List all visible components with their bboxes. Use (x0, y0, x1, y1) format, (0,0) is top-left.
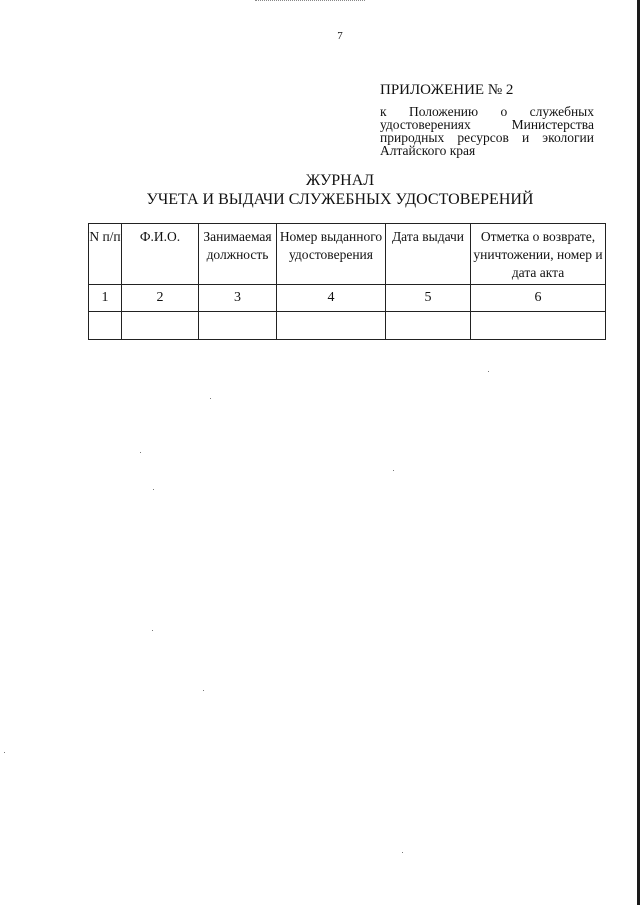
journal-subtitle: УЧЕТА И ВЫДАЧИ СЛУЖЕБНЫХ УДОСТОВЕРЕНИЙ (146, 191, 534, 208)
header-cell-return-note: Отметка о возврате, уничтожении, номер и дата акта (471, 224, 606, 285)
empty-cell (89, 312, 122, 340)
appendix-text: к Положению о служебных удостоверениях Министерства природных ресурсов и экологии Алтайского края (380, 104, 594, 158)
column-number-cell: 3 (199, 285, 277, 312)
header-cell-full-name: Ф.И.О. (122, 224, 199, 285)
column-number-cell: 1 (89, 285, 122, 312)
appendix-title: ПРИЛОЖЕНИЕ № 2 (380, 82, 514, 98)
scan-speck (140, 452, 141, 453)
scan-speck (210, 398, 211, 399)
scan-speck (393, 470, 394, 471)
journal-heading (0, 171, 640, 209)
scan-artifact-top (255, 0, 365, 3)
header-cell-position: Занимаемая должность (199, 224, 277, 285)
header-cell-number: N п/п (89, 224, 122, 285)
column-number-cell: 2 (122, 285, 199, 312)
empty-cell (122, 312, 199, 340)
column-number-cell: 5 (386, 285, 471, 312)
scan-speck (4, 752, 5, 753)
table-header-row (89, 224, 606, 285)
page-number: 7 (337, 30, 343, 42)
column-number-cell: 6 (471, 285, 606, 312)
empty-cell (386, 312, 471, 340)
table-empty-row (89, 312, 606, 340)
empty-cell (471, 312, 606, 340)
empty-cell (277, 312, 386, 340)
header-cell-issue-date: Дата выдачи (386, 224, 471, 285)
scan-speck (203, 690, 204, 691)
scan-speck (402, 852, 403, 853)
scan-speck (153, 489, 154, 490)
journal-title: ЖУРНАЛ (305, 172, 375, 189)
scan-speck (488, 371, 489, 372)
scan-speck (152, 630, 153, 631)
journal-table (88, 223, 606, 340)
header-cell-certificate-number: Номер выданного удостоверения (277, 224, 386, 285)
empty-cell (199, 312, 277, 340)
table-column-numbers-row (89, 285, 606, 312)
appendix-block (380, 82, 594, 157)
column-number-cell: 4 (277, 285, 386, 312)
